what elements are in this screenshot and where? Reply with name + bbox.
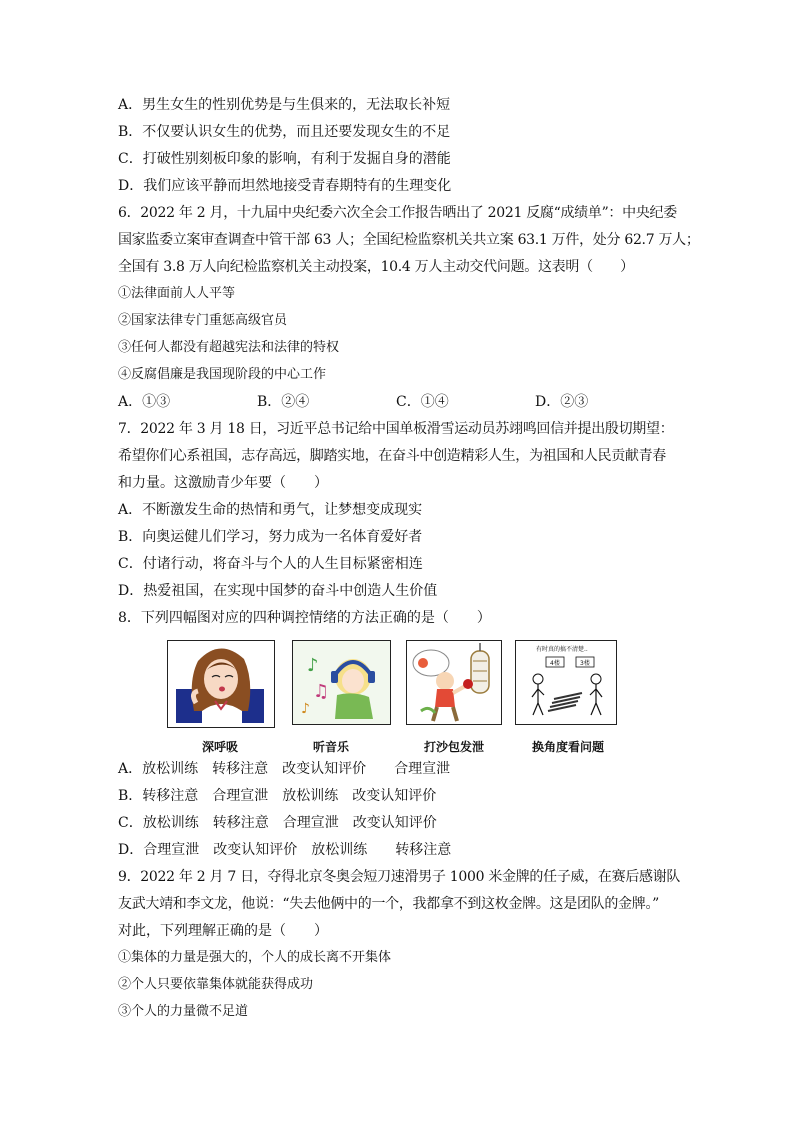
figure-punching-bag xyxy=(406,640,502,725)
q6-statement-4: ④反腐倡廉是我国现阶段的中心工作 xyxy=(118,367,327,382)
q7-option-d: D．热爱祖国，在实现中国梦的奋斗中创造人生价值 xyxy=(118,583,438,599)
figure-change-perspective xyxy=(515,640,617,725)
q6-choice-d: D．②③ xyxy=(535,394,589,410)
q6-stem-line-2: 国家监委立案审查调查中管干部 63 人；全国纪检监察机关共立案 63.1 万件，处分 62.7 万人； xyxy=(118,232,700,248)
q7-stem-line-1: 7．2022 年 3 月 18 日，习近平总书记给中国单板滑雪运动员苏翊鸣回信并提出殷切期望： xyxy=(118,421,674,437)
q6-statement-2: ②国家法律专门重惩高级官员 xyxy=(118,313,288,328)
q5-option-c: C．打破性别刻板印象的影响，有利于发掘自身的潜能 xyxy=(118,151,451,167)
fig4-bubble-right: 3楼 xyxy=(580,660,590,667)
caption-change-perspective: 换角度看问题 xyxy=(531,740,604,754)
q5-option-d: D．我们应该平静而坦然地接受青春期特有的生理变化 xyxy=(118,178,452,194)
q6-choice-a: A．①③ xyxy=(118,394,171,410)
q5-option-a: A．男生女生的性别优势是与生俱来的，无法取长补短 xyxy=(118,97,451,113)
q6-stem-line-1: 6．2022 年 2 月，十九届中央纪委六次全会工作报告晒出了 2021 反腐“成绩单”：中央纪委 xyxy=(118,205,677,221)
q7-option-c: C．付诸行动，将奋斗与个人的人生目标紧密相连 xyxy=(118,556,423,572)
q9-statement-3: ③个人的力量微不足道 xyxy=(118,1004,249,1019)
svg-text:♫: ♫ xyxy=(313,681,330,702)
fig4-caption-text: 有时真的搞不清楚.. xyxy=(536,646,588,653)
q9-statement-2: ②个人只要依靠集体就能获得成功 xyxy=(118,977,314,992)
q9-stem-line-1: 9．2022 年 2 月 7 日，夺得北京冬奥会短刀速滑男子 1000 米金牌的任子威，在赛后感谢队 xyxy=(118,869,681,885)
q8-option-c: C．放松训练 转移注意 合理宣泄 改变认知评价 xyxy=(118,815,437,831)
q9-stem-line-3: 对此，下列理解正确的是（ ） xyxy=(118,923,328,939)
caption-punching-bag: 打沙包发泄 xyxy=(423,740,484,754)
q8-option-d: D．合理宣泄 改变认知评价 放松训练 转移注意 xyxy=(118,842,452,858)
q7-stem-line-2: 希望你们心系祖国，志存高远，脚踏实地，在奋斗中创造精彩人生，为祖国和人民贡献青春 xyxy=(118,448,666,464)
q6-statement-1: ①法律面前人人平等 xyxy=(118,286,236,301)
q9-statement-1: ①集体的力量是强大的，个人的成长离不开集体 xyxy=(118,950,392,965)
q8-option-b: B．转移注意 合理宣泄 放松训练 改变认知评价 xyxy=(118,788,437,804)
q6-choice-b: B．②④ xyxy=(257,394,310,410)
q7-option-a: A．不断激发生命的热情和勇气，让梦想变成现实 xyxy=(118,502,423,518)
girl-music-illustration xyxy=(293,641,390,724)
fig4-bubble-left: 4楼 xyxy=(550,660,560,667)
q7-option-b: B．向奥运健儿们学习，努力成为一名体育爱好者 xyxy=(118,529,423,545)
q9-stem-line-2: 友武大靖和李文龙，他说：“失去他俩中的一个，我都拿不到这枚金牌。这是团队的金牌。” xyxy=(118,896,660,912)
q7-stem-line-3: 和力量。这激励青少年要（ ） xyxy=(118,475,328,491)
q8-option-a: A．放松训练 转移注意 改变认知评价 合理宣泄 xyxy=(118,761,451,777)
q6-statement-3: ③任何人都没有超越宪法和法律的特权 xyxy=(118,340,340,355)
q6-choice-c: C．①④ xyxy=(396,394,449,410)
q6-stem-line-3: 全国有 3.8 万人向纪检监察机关主动投案，10.4 万人主动交代问题。这表明（ ） xyxy=(118,259,634,275)
caption-listening-music: 听音乐 xyxy=(312,740,349,754)
svg-text:♪: ♪ xyxy=(307,655,319,676)
woman-breathing-illustration xyxy=(168,641,274,727)
q8-stem: 8．下列四幅图对应的四种调控情绪的方法正确的是（ ） xyxy=(118,610,491,626)
two-people-illustration xyxy=(516,641,616,724)
q5-option-b: B．不仅要认识女生的优势，而且还要发现女生的不足 xyxy=(118,124,451,140)
svg-text:♪: ♪ xyxy=(301,701,310,717)
figure-deep-breathing xyxy=(167,640,275,728)
boy-punching-illustration xyxy=(407,641,501,724)
caption-deep-breathing: 深呼吸 xyxy=(201,740,238,754)
figure-listening-music xyxy=(292,640,391,725)
